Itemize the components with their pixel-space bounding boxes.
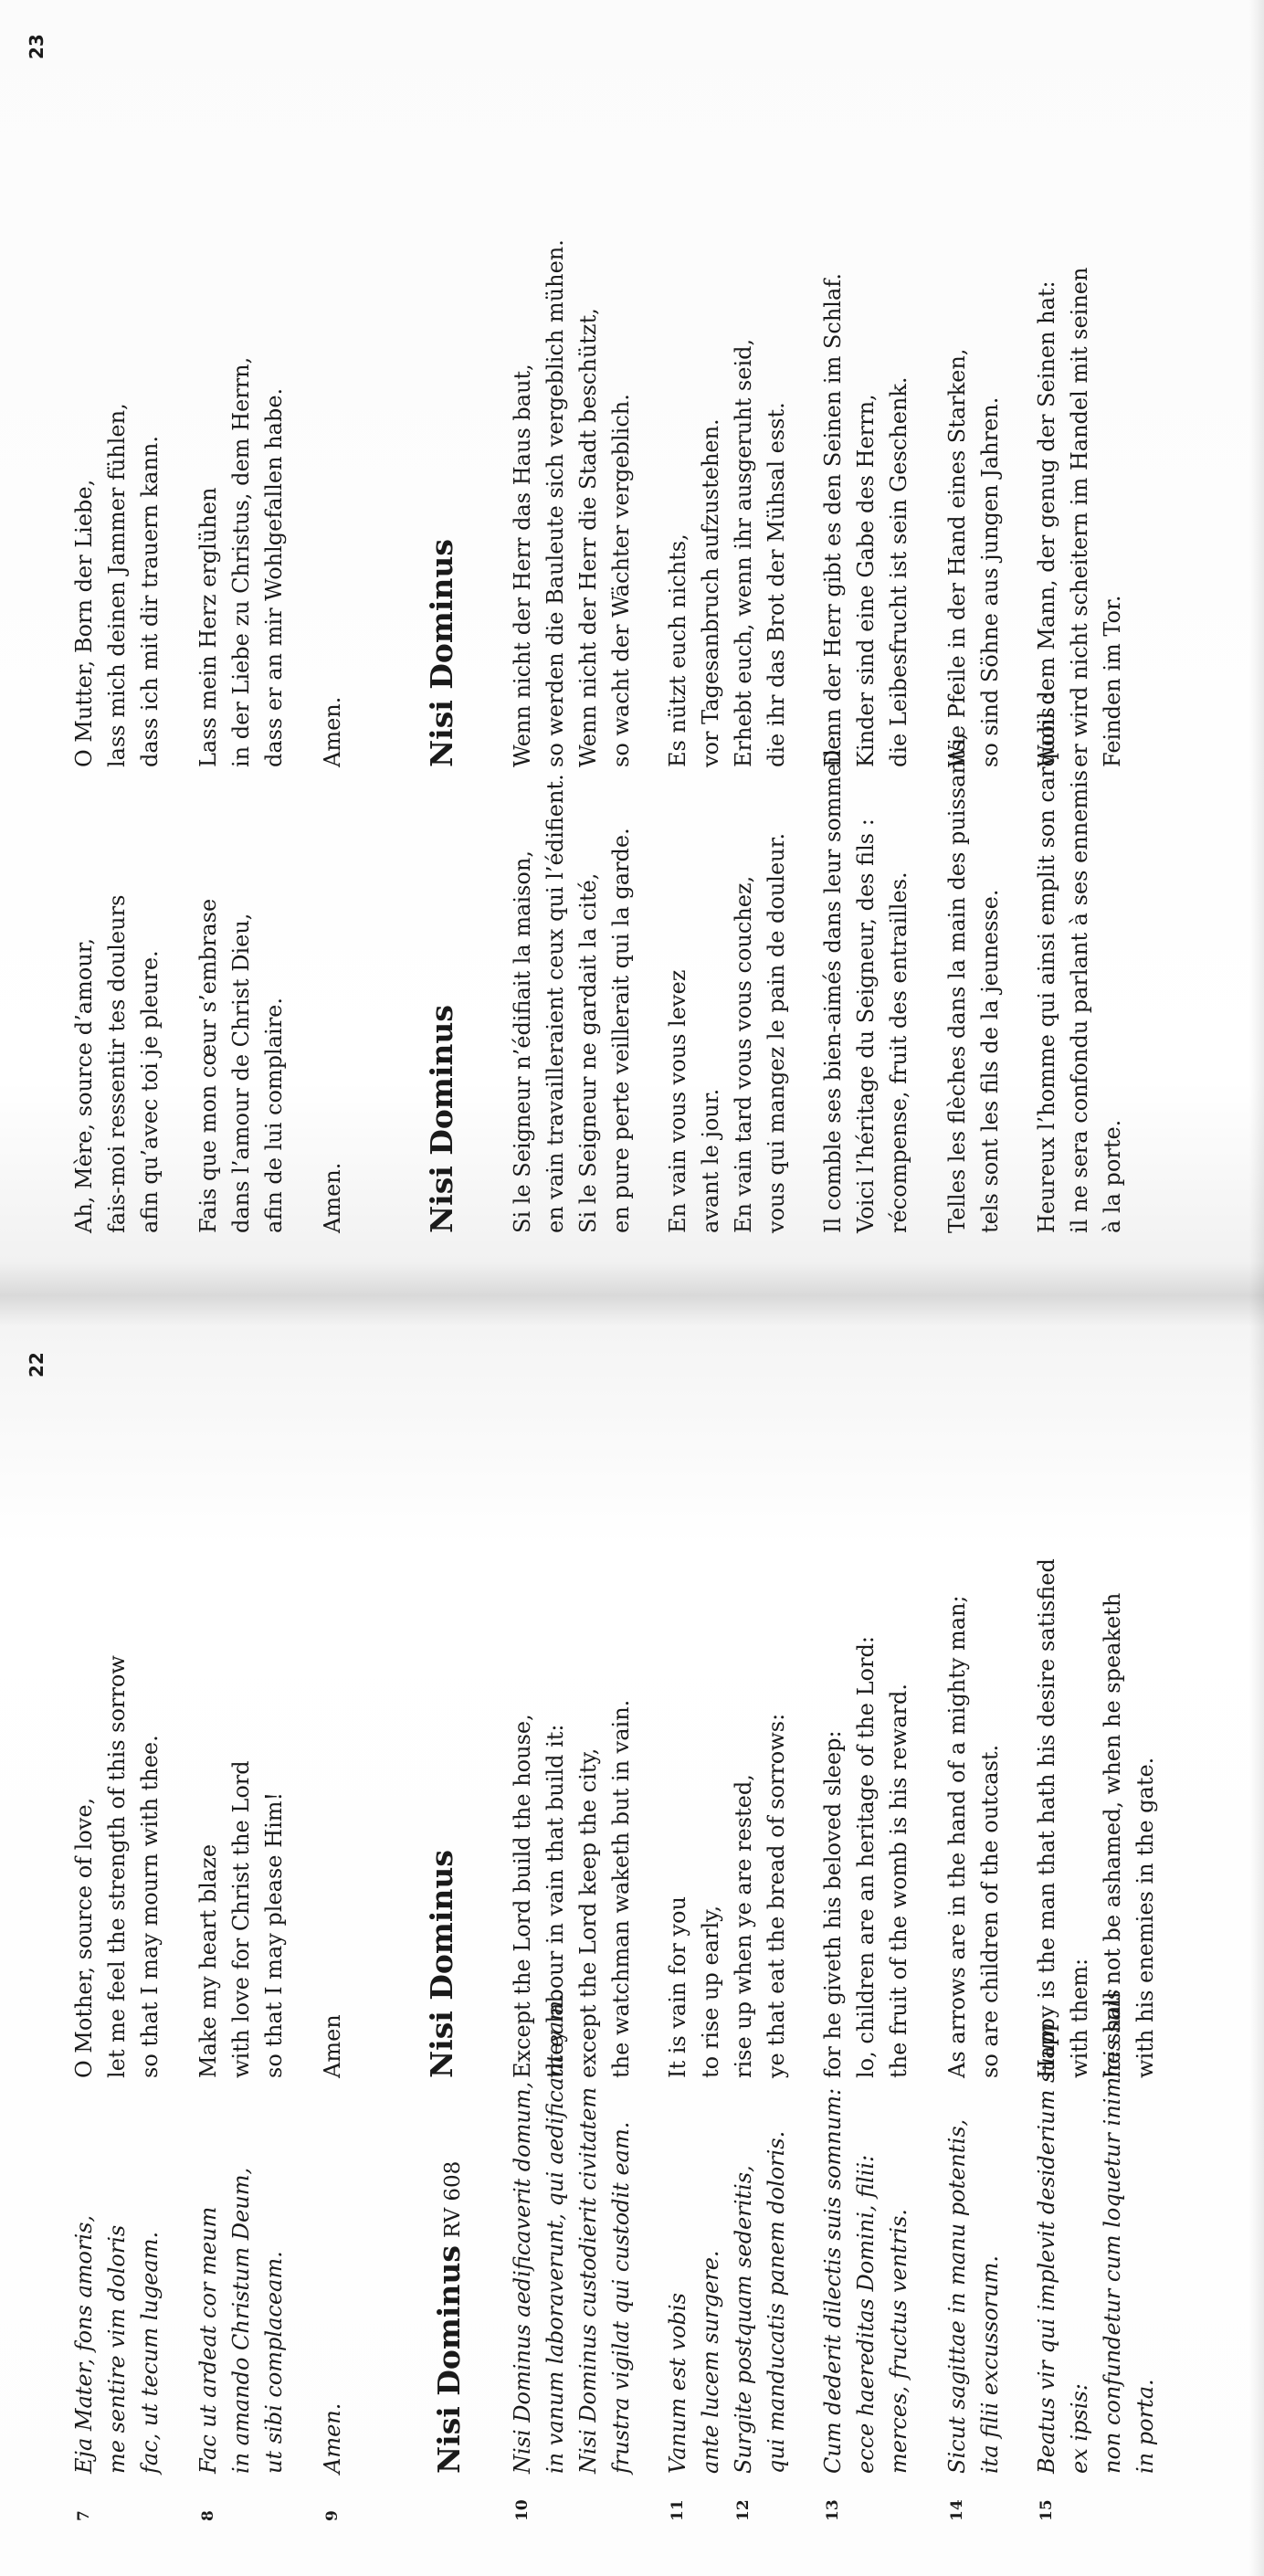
english-line: ye that eat the bread of sorrows: (764, 1713, 789, 2078)
english-line: Make my heart blaze (195, 1843, 221, 2078)
verse-number: 10 (513, 2499, 532, 2521)
french-line: il ne sera confondu parlant à ses ennemis (1067, 769, 1092, 1233)
section-heading-latin (431, 2161, 471, 2474)
french-line: tels sont les fils de la jeunesse. (977, 889, 1003, 1233)
english-stanza (192, 1567, 290, 2078)
latin-line: Surgite postquam sederitis, (731, 2165, 756, 2474)
english-line: with love for Christ the Lord (228, 1760, 254, 2078)
english-line: so that I may mourn with thee. (137, 1735, 163, 2078)
verse-number: 13 (824, 2499, 842, 2521)
page-number-right: 23 (26, 34, 47, 59)
german-line: Lass mein Herz erglühen (195, 487, 221, 767)
french-stanza (316, 722, 349, 1233)
page-number-left: 22 (26, 1352, 47, 1378)
latin-line: ita filii excussorum. (977, 2255, 1003, 2474)
latin-line: Beatus vir qui implevit desiderium suum (1034, 2022, 1059, 2474)
german-line: Kinder sind eine Gabe des Herrn, (853, 394, 879, 767)
german-line: die ihr das Brot der Mühsal esst. (764, 402, 789, 767)
latin-line: in porta. (1132, 2379, 1158, 2474)
english-stanza (316, 1567, 349, 2078)
french-stanza (661, 722, 793, 1233)
english-line: As arrows are in the hand of a mighty man; (944, 1595, 970, 2078)
latin-line: me sentire vim doloris (104, 2224, 130, 2474)
latin-line: Amen. (320, 2402, 345, 2474)
latin-line: ut sibi complaceam. (261, 2251, 287, 2474)
german-line: in der Liebe zu Christus, dem Herrn, (228, 356, 254, 767)
german-line: die Leibesfrucht ist sein Geschenk. (886, 376, 911, 767)
french-line: En vain vous vous levez (665, 969, 690, 1233)
english-line: they labour in vain that build it: (542, 1724, 568, 2078)
verse-number: 11 (669, 2499, 687, 2521)
latin-line: Fac ut ardeat cor meum (195, 2206, 221, 2474)
german-line: so wacht der Wächter vergeblich. (608, 394, 634, 767)
verse-number: 12 (734, 2499, 753, 2521)
german-line: Feinden im Tor. (1100, 595, 1125, 767)
latin-line: in amando Christum Deum, (228, 2167, 254, 2474)
french-line: Fais que mon cœur s’embrase (195, 898, 221, 1233)
french-stanza (192, 722, 290, 1233)
english-line: lo, children are an heritage of the Lord: (853, 1636, 879, 2078)
german-line: Wie Pfeile in der Hand eines Starken, (944, 348, 970, 767)
section-heading-english: Nisi Dominus (424, 1850, 459, 2078)
english-line: Amen (320, 2014, 345, 2078)
french-line: Si le Seigneur n’édifiait la maison, (510, 850, 535, 1233)
german-stanza (1030, 201, 1129, 767)
german-line: Erhebt euch, wenn ihr ausgeruht seid, (731, 338, 756, 767)
french-line: à la porte. (1100, 1119, 1125, 1233)
latin-line: in vanum laboraverunt, qui aedificant eam. (542, 1993, 568, 2474)
english-line: It is vain for you (665, 1896, 690, 2078)
latin-line: frustra vigilat qui custodit eam. (608, 2121, 634, 2474)
french-line: avant le jour. (698, 1088, 723, 1233)
french-line: Ah, Mère, source d’amour, (71, 937, 97, 1233)
french-line: Heureux l’homme qui ainsi emplit son carquois : (1034, 692, 1059, 1233)
french-line: afin qu’avec toi je pleure. (137, 950, 163, 1233)
verse-number: 9 (323, 2510, 342, 2521)
english-stanza (1030, 1558, 1162, 2078)
french-line: Voici l’héritage du Seigneur, des fils : (853, 818, 879, 1233)
german-line: Es nützt euch nichts, (665, 533, 690, 767)
english-line: he shall not be ashamed, when he speaketh (1100, 1592, 1125, 2078)
latin-line: Cum dederit dilectis suis somnum: (820, 2087, 846, 2474)
english-line: let me feel the strength of this sorrow (104, 1655, 130, 2078)
section-heading-german: Nisi Dominus (424, 539, 459, 767)
french-line: vous qui mangez le pain de douleur. (764, 832, 789, 1233)
german-stanza (661, 201, 793, 767)
english-line: the fruit of the womb is his reward. (886, 1683, 911, 2078)
german-line: Wenn nicht der Herr die Stadt beschützt, (575, 308, 601, 767)
english-line: to rise up early, (698, 1905, 723, 2078)
german-line: er wird nicht scheitern im Handel mit seinen (1067, 267, 1092, 767)
french-line: dans l’amour de Christ Dieu, (228, 913, 254, 1233)
german-line: vor Tagesanbruch aufzustehen. (698, 418, 723, 767)
verse-number: 14 (948, 2499, 966, 2521)
english-line: with them: (1067, 1958, 1092, 2078)
english-stanza (661, 1567, 793, 2078)
english-stanza (816, 1567, 915, 2078)
german-line: Wenn nicht der Herr das Haus baut, (510, 364, 535, 767)
latin-line: Eja Mater, fons amoris, (71, 2214, 97, 2474)
french-stanza (1030, 692, 1129, 1233)
french-line: Telles les flèches dans la main des puissants, (944, 733, 970, 1233)
german-line: so werden die Bauleute sich vergeblich mühen. (542, 239, 568, 767)
german-line: Amen. (320, 696, 345, 767)
german-stanza (941, 201, 1006, 767)
latin-line: Sicut sagittae in manu potentis, (944, 2118, 970, 2474)
french-stanza (816, 722, 915, 1233)
verse-number: 15 (1038, 2499, 1056, 2521)
french-line: récompense, fruit des entrailles. (886, 871, 911, 1233)
french-line: Il comble ses bien-aimés dans leur sommeil : (820, 734, 846, 1233)
latin-line: ex ipsis: (1067, 2383, 1092, 2474)
german-line: lass mich deinen Jammer fühlen, (104, 403, 130, 767)
german-line: O Mutter, Born der Liebe, (71, 479, 97, 767)
german-stanza (816, 201, 915, 767)
latin-line: qui manducatis panem doloris. (764, 2130, 789, 2474)
english-line: except the Lord keep the city, (575, 1747, 601, 2078)
french-line: Amen. (320, 1162, 345, 1233)
german-line: dass ich mit dir trauern kann. (137, 435, 163, 767)
english-line: with his enemies in the gate. (1132, 1757, 1158, 2078)
french-line: en pure perte veillerait qui la garde. (608, 828, 634, 1233)
latin-line: ecce haereditas Domini, filii: (853, 2154, 879, 2474)
german-stanza (316, 201, 349, 767)
english-stanza (506, 1567, 637, 2078)
english-line: O Mother, source of love, (71, 1797, 97, 2078)
latin-line: ante lucem surgere. (698, 2250, 723, 2474)
french-line: Si le Seigneur ne gardait la cité, (575, 872, 601, 1233)
english-line: for he giveth his beloved sleep: (820, 1730, 846, 2078)
english-line: so that I may please Him! (261, 1791, 287, 2078)
french-stanza (68, 722, 166, 1233)
section-heading-french: Nisi Dominus (424, 1005, 459, 1233)
english-line: the watchman waketh but in vain. (608, 1699, 634, 2078)
french-stanza (506, 722, 637, 1233)
english-line: Happy is the man that hath his desire satisfied (1034, 1558, 1059, 2078)
french-line: fais-moi ressentir tes douleurs (104, 894, 130, 1233)
french-line: en vain travailleraient ceux qui l’édifient. (542, 774, 568, 1233)
heading-title: Nisi Dominus (431, 2245, 467, 2474)
latin-line: merces, fructus ventris. (886, 2209, 911, 2474)
page-edge-shadow (1249, 0, 1264, 2576)
french-stanza (941, 722, 1006, 1233)
german-stanza (192, 201, 290, 767)
heading-catalogue-ref: RV 608 (441, 2160, 465, 2239)
latin-line: Nisi Dominus custodierit civitatem (575, 2086, 601, 2474)
latin-line: non confundetur cum loquetur inimicis suis (1100, 1989, 1125, 2474)
french-line: En vain tard vous vous couchez, (731, 875, 756, 1233)
german-stanza (68, 201, 166, 767)
german-line: so sind Söhne aus jungen Jahren. (977, 396, 1003, 767)
latin-line: Nisi Dominus aedificaverit domum, (510, 2081, 535, 2474)
english-stanza (941, 1567, 1006, 2078)
german-stanza (506, 201, 637, 767)
english-line: rise up when ye are rested, (731, 1774, 756, 2078)
latin-line: fac, ut tecum lugeam. (137, 2231, 163, 2474)
german-line: dass er an mir Wohlgefallen habe. (261, 387, 287, 767)
english-line: Except the Lord build the house, (510, 1714, 535, 2078)
verse-number: 7 (75, 2510, 93, 2521)
english-stanza (68, 1567, 166, 2078)
german-line: Wohl dem Mann, der genug der Seinen hat: (1034, 280, 1059, 767)
french-line: afin de lui complaire. (261, 997, 287, 1233)
verse-number: 8 (199, 2510, 217, 2521)
german-line: Denn der Herr gibt es den Seinen im Schlaf. (820, 273, 846, 767)
english-line: so are children of the outcast. (977, 1744, 1003, 2078)
latin-line: Vanum est vobis (665, 2293, 690, 2474)
